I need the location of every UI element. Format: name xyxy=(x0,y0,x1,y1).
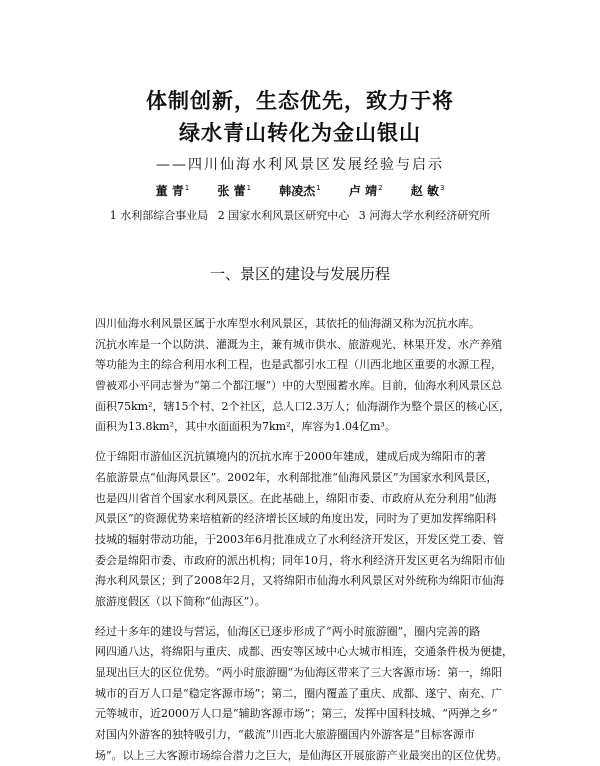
affiliation: 1 水利部综合事业局 xyxy=(109,209,209,222)
title-line-1: 体制创新，生态优先，致力于将 xyxy=(146,89,454,113)
text-line: 曾被邓小平同志誉为“第二个都江堰”）中的大型囤蓄水库。目前，仙海水利风景区总 xyxy=(95,379,503,393)
author: 赵 敏$^3$ xyxy=(410,184,445,198)
text-line: 城市的百万人口是“稳定客源市场”；第二，圈内覆盖了重庆、成都、遂宁、南充、广 xyxy=(95,686,503,700)
text-line: 位于绵阳市游仙区沉抗镇境内的沉抗水库于2000年建成，建成后成为绵阳市的著 xyxy=(95,450,486,464)
text-line: 元等城市，近2000万人口是“辅助客源市场”；第三，发挥中国科技城、“两弹之乡” xyxy=(95,707,498,721)
text-line: 四川仙海水利风景区属于水库型水利风景区，其依托的仙海湖又称为沉抗水库。 xyxy=(95,317,480,330)
text-line: 委会是绵阳市委、市政府的派出机构；同年10月，将水利经济开发区更名为绵阳市仙 xyxy=(95,553,505,567)
paragraph-2 xyxy=(95,447,535,613)
text-line: 对国内外游客的独特吸引力，“截流”川西北大旅游圈国内外游客是“目标客源市 xyxy=(95,728,475,742)
text-line: 技城的辐射带动功能，于2003年6月批准成立了水利经济开发区，开发区党工委、管 xyxy=(95,532,504,546)
affiliations xyxy=(0,207,600,223)
text-line: 网四通八达，将绵阳与重庆、成都、西安等区域中心大城市相连，交通条件极为便捷， xyxy=(95,645,513,659)
text-line: 场”。以上三大客源市场综合潜力之巨大，是仙海区开展旅游产业最突出的区位优势。 xyxy=(95,748,508,762)
author: 卢 靖$^2$ xyxy=(348,184,383,198)
text-line: 风景区”的资源优势来培植新的经济增长区域的角度出发，同时为了更加发挥绵阳科 xyxy=(95,512,497,526)
paragraph-gap xyxy=(95,438,535,447)
paragraph-1 xyxy=(95,314,535,438)
text-line: 面积75km²，辖15个村、2个社区，总人口2.3万人；仙海湖作为整个景区的核心区， xyxy=(95,399,510,413)
text-line: 沉抗水库是一个以防洪、灌溉为主，兼有城市供水、旅游观光、林果开发、水产养殖 xyxy=(95,337,502,351)
text-line: 经过十多年的建设与营运，仙海区已逐步形成了“两小时旅游圈”，圈内完善的路 xyxy=(95,624,481,638)
text-line: 面积为13.8km²，其中水面面积为7km²，库容为1.04亿m³。 xyxy=(95,420,396,434)
author-list xyxy=(0,182,600,199)
body-text xyxy=(95,314,535,766)
text-line: 名旅游景点“仙海风景区”。2002年，水利部批准“仙海风景区”为国家水利风景区， xyxy=(95,470,498,484)
author: 董 青$^1$ xyxy=(155,184,190,198)
affiliation: 2 国家水利风景区研究中心 xyxy=(217,209,350,222)
paragraph-gap xyxy=(95,613,535,622)
text-line: 旅游度假区（以下简称“仙海区”）。 xyxy=(95,594,266,608)
title-line-2: 绿水青山转化为金山银山 xyxy=(179,121,421,145)
author: 张 蕾$^1$ xyxy=(217,184,252,198)
text-line: 也是四川省首个国家水利风景区。在此基础上，绵阳市委、市政府从充分利用“仙海 xyxy=(95,491,497,505)
author: 韩凌杰$^1$ xyxy=(279,184,321,198)
subtitle: ——四川仙海水利风景区发展经验与启示 xyxy=(156,157,444,173)
text-line: 显现出巨大的区位优势。“两小时旅游圈”为仙海区带来了三大客源市场：第一，绵阳 xyxy=(95,666,503,679)
text-line: 等功能为主的综合利用水利工程，也是武都引水工程（川西北地区重要的水源工程， xyxy=(95,358,502,372)
paragraph-3 xyxy=(95,622,535,766)
section-heading: 一、景区的建设与发展历程 xyxy=(209,265,390,283)
text-line: 海水利风景区；到了2008年2月，又将绵阳市仙海水利风景区对外统称为绵阳市仙海 xyxy=(95,574,504,588)
affiliation: 3 河海大学水利经济研究所 xyxy=(358,209,491,222)
